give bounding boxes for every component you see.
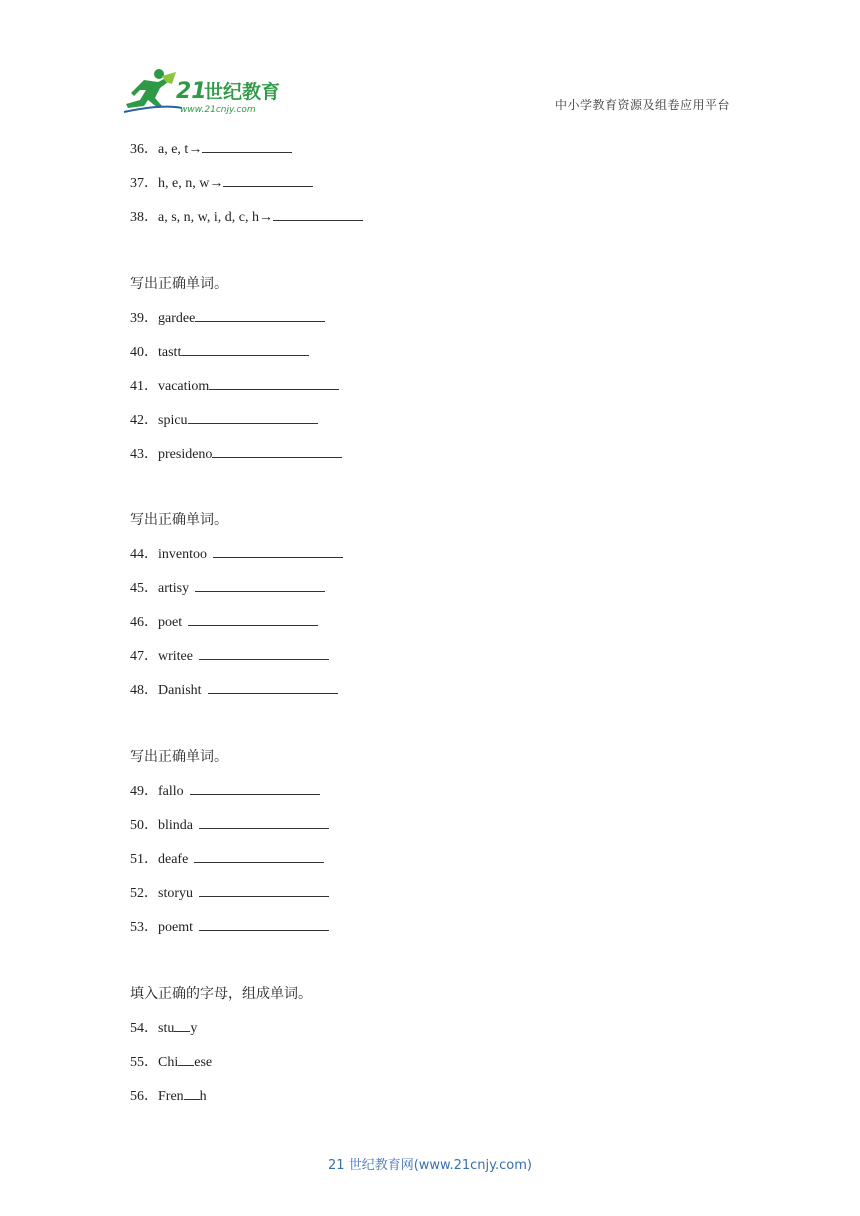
misspelled-word: tastt bbox=[158, 345, 182, 360]
number-separator: ． bbox=[144, 784, 158, 799]
section-title: 写出正确单词。 bbox=[130, 276, 228, 292]
question-number: 38 bbox=[130, 210, 144, 225]
answer-blank[interactable] bbox=[273, 208, 363, 221]
letter-list: a, e, t→ bbox=[158, 142, 203, 157]
question-number: 37 bbox=[130, 176, 144, 191]
number-separator: ． bbox=[144, 413, 158, 428]
number-separator: ． bbox=[144, 210, 158, 225]
misspelled-word: artisy bbox=[158, 581, 190, 596]
question-number: 49 bbox=[130, 784, 144, 799]
answer-blank[interactable] bbox=[195, 579, 325, 592]
number-separator: ． bbox=[144, 649, 158, 664]
footer-site-name: 21 世纪教育网 bbox=[328, 1158, 414, 1173]
misspelled-word: presideno bbox=[158, 447, 213, 462]
section-title: 写出正确单词。 bbox=[130, 512, 228, 528]
answer-blank[interactable] bbox=[212, 445, 342, 458]
answer-blank[interactable] bbox=[188, 411, 318, 424]
answer-blank[interactable] bbox=[208, 681, 338, 694]
question-number: 56 bbox=[130, 1089, 144, 1104]
number-separator: ． bbox=[144, 852, 158, 867]
misspelled-word: vacatiom bbox=[158, 379, 210, 394]
question-number: 42 bbox=[130, 413, 144, 428]
misspelled-word: gardee bbox=[158, 311, 196, 326]
question-row bbox=[130, 140, 292, 159]
question-row bbox=[130, 309, 325, 328]
answer-blank[interactable] bbox=[202, 140, 292, 153]
misspelled-word: blinda bbox=[158, 818, 193, 833]
logo bbox=[122, 68, 292, 116]
question-row bbox=[130, 1053, 212, 1072]
question-row bbox=[130, 782, 320, 801]
question-row bbox=[130, 816, 329, 835]
svg-text:21: 21 bbox=[176, 79, 207, 104]
question-row bbox=[130, 613, 318, 632]
question-row bbox=[130, 1019, 197, 1038]
page-footer bbox=[0, 1154, 860, 1173]
answer-blank[interactable] bbox=[199, 816, 329, 829]
word-suffix: ese bbox=[194, 1055, 213, 1070]
question-row bbox=[130, 579, 325, 598]
question-row bbox=[130, 1087, 207, 1106]
question-row bbox=[130, 343, 309, 362]
question-number: 54 bbox=[130, 1021, 144, 1036]
section-title: 填入正确的字母，组成单词。 bbox=[130, 986, 312, 1002]
number-separator: ． bbox=[144, 1089, 158, 1104]
question-number: 36 bbox=[130, 142, 144, 157]
question-row bbox=[130, 850, 324, 869]
runner-logo-icon bbox=[122, 68, 292, 116]
misspelled-word: writee bbox=[158, 649, 193, 664]
question-number: 51 bbox=[130, 852, 144, 867]
letter-blank[interactable] bbox=[174, 1019, 190, 1032]
svg-text:www.21cnjy.com: www.21cnjy.com bbox=[180, 105, 256, 115]
answer-blank[interactable] bbox=[199, 884, 329, 897]
question-row bbox=[130, 377, 339, 396]
question-number: 50 bbox=[130, 818, 144, 833]
word-suffix: y bbox=[190, 1021, 198, 1036]
number-separator: ． bbox=[144, 886, 158, 901]
number-separator: ． bbox=[144, 615, 158, 630]
question-row bbox=[130, 445, 342, 464]
number-separator: ． bbox=[144, 581, 158, 596]
answer-blank[interactable] bbox=[190, 782, 320, 795]
answer-blank[interactable] bbox=[199, 647, 329, 660]
question-number: 44 bbox=[130, 547, 144, 562]
misspelled-word: spicu bbox=[158, 413, 188, 428]
letter-list: a, s, n, w, i, d, c, h→ bbox=[158, 210, 273, 225]
number-separator: ． bbox=[144, 547, 158, 562]
question-number: 55 bbox=[130, 1055, 144, 1070]
answer-blank[interactable] bbox=[223, 174, 313, 187]
question-number: 47 bbox=[130, 649, 144, 664]
question-number: 53 bbox=[130, 920, 144, 935]
answer-blank[interactable] bbox=[199, 918, 329, 931]
word-prefix: Fren bbox=[158, 1089, 184, 1104]
answer-blank[interactable] bbox=[195, 309, 325, 322]
question-row bbox=[130, 647, 329, 666]
number-separator: ． bbox=[144, 345, 158, 360]
misspelled-word: storyu bbox=[158, 886, 193, 901]
letter-blank[interactable] bbox=[184, 1087, 200, 1100]
question-row bbox=[130, 918, 329, 937]
answer-blank[interactable] bbox=[194, 850, 324, 863]
word-prefix: Chi bbox=[158, 1055, 179, 1070]
number-separator: ． bbox=[144, 683, 158, 698]
question-row bbox=[130, 545, 343, 564]
number-separator: ． bbox=[144, 176, 158, 191]
number-separator: ． bbox=[144, 142, 158, 157]
misspelled-word: fallo bbox=[158, 784, 184, 799]
question-row bbox=[130, 411, 318, 430]
platform-name: 中小学教育资源及组卷应用平台 bbox=[554, 98, 730, 112]
footer-url: (www.21cnjy.com) bbox=[413, 1158, 532, 1173]
section-title: 写出正确单词。 bbox=[130, 749, 228, 765]
misspelled-word: poet bbox=[158, 615, 183, 630]
answer-blank[interactable] bbox=[209, 377, 339, 390]
misspelled-word: poemt bbox=[158, 920, 193, 935]
number-separator: ． bbox=[144, 379, 158, 394]
question-number: 46 bbox=[130, 615, 144, 630]
question-row bbox=[130, 884, 329, 903]
word-suffix: h bbox=[199, 1089, 207, 1104]
answer-blank[interactable] bbox=[188, 613, 318, 626]
number-separator: ． bbox=[144, 311, 158, 326]
number-separator: ． bbox=[144, 447, 158, 462]
page-header bbox=[0, 0, 860, 125]
question-number: 41 bbox=[130, 379, 144, 394]
answer-blank[interactable] bbox=[181, 343, 309, 356]
question-number: 43 bbox=[130, 447, 144, 462]
word-prefix: stu bbox=[158, 1021, 175, 1036]
number-separator: ． bbox=[144, 1055, 158, 1070]
number-separator: ． bbox=[144, 1021, 158, 1036]
misspelled-word: deafe bbox=[158, 852, 189, 867]
question-number: 40 bbox=[130, 345, 144, 360]
answer-blank[interactable] bbox=[213, 545, 343, 558]
misspelled-word: inventoo bbox=[158, 547, 207, 562]
letter-blank[interactable] bbox=[178, 1053, 194, 1066]
question-row bbox=[130, 681, 338, 700]
question-number: 45 bbox=[130, 581, 144, 596]
svg-text:世纪教育: 世纪教育 bbox=[204, 81, 281, 103]
question-number: 52 bbox=[130, 886, 144, 901]
question-row bbox=[130, 174, 313, 193]
misspelled-word: Danisht bbox=[158, 683, 202, 698]
question-number: 39 bbox=[130, 311, 144, 326]
question-row bbox=[130, 208, 363, 227]
number-separator: ． bbox=[144, 818, 158, 833]
number-separator: ． bbox=[144, 920, 158, 935]
question-number: 48 bbox=[130, 683, 144, 698]
letter-list: h, e, n, w→ bbox=[158, 176, 224, 191]
